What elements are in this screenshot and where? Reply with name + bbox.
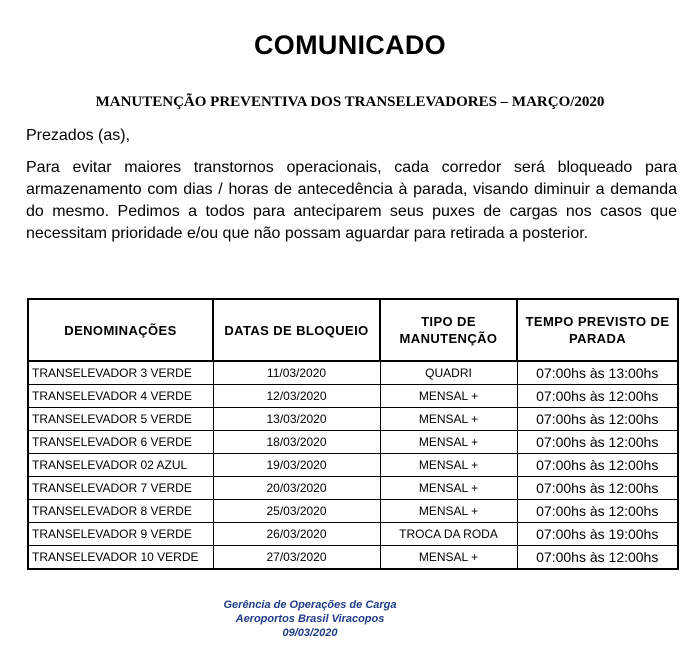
signature-block — [180, 598, 440, 640]
cell-denominacao: TRANSELEVADOR 5 VERDE — [28, 408, 213, 431]
table-row — [28, 500, 678, 523]
cell-denominacao: TRANSELEVADOR 9 VERDE — [28, 523, 213, 546]
cell-tempo: 07:00hs às 12:00hs — [517, 454, 678, 477]
cell-tempo: 07:00hs às 12:00hs — [517, 408, 678, 431]
table-row — [28, 385, 678, 408]
cell-tempo: 07:00hs às 12:00hs — [517, 500, 678, 523]
signature-department: Gerência de Operações de Carga — [223, 599, 397, 611]
table-row — [28, 523, 678, 546]
page-title: COMUNICADO — [254, 30, 446, 60]
cell-data: 19/03/2020 — [213, 454, 380, 477]
signature-company: Aeroportos Brasil Viracopos — [235, 613, 385, 625]
cell-tipo: MENSAL + — [380, 500, 517, 523]
cell-tipo: MENSAL + — [380, 385, 517, 408]
document-subtitle: MANUTENÇÃO PREVENTIVA DOS TRANSELEVADORES – MARÇO/2020 — [95, 94, 605, 110]
table-row — [28, 361, 678, 385]
cell-tempo: 07:00hs às 12:00hs — [517, 546, 678, 570]
cell-denominacao: TRANSELEVADOR 7 VERDE — [28, 477, 213, 500]
table-header-row — [28, 299, 678, 361]
header-tipo-manutencao: TIPO DE MANUTENÇÃO — [380, 299, 517, 361]
cell-denominacao: TRANSELEVADOR 4 VERDE — [28, 385, 213, 408]
header-denominacoes: DENOMINAÇÕES — [28, 299, 213, 361]
header-datas-bloqueio: DATAS DE BLOQUEIO — [213, 299, 380, 361]
cell-tempo: 07:00hs às 19:00hs — [517, 523, 678, 546]
cell-data: 20/03/2020 — [213, 477, 380, 500]
cell-tempo: 07:00hs às 12:00hs — [517, 477, 678, 500]
greeting-text: Prezados (as), — [26, 127, 131, 144]
maintenance-table — [27, 298, 679, 570]
cell-denominacao: TRANSELEVADOR 3 VERDE — [28, 361, 213, 385]
cell-data: 12/03/2020 — [213, 385, 380, 408]
cell-denominacao: TRANSELEVADOR 6 VERDE — [28, 431, 213, 454]
cell-data: 25/03/2020 — [213, 500, 380, 523]
cell-tipo: MENSAL + — [380, 431, 517, 454]
table-row — [28, 454, 678, 477]
body-paragraph: Para evitar maiores transtornos operacionais, cada corredor será bloqueado para armazenamento com dias / horas de antecedência à parada, visando diminuir a demanda do mesmo. Pedimos a todos para anteciparem seus puxes de cargas nos casos que necessitam prioridade e/ou que não possam aguardar para retirada a posterior. — [26, 159, 677, 242]
table-row — [28, 477, 678, 500]
cell-tempo: 07:00hs às 12:00hs — [517, 431, 678, 454]
cell-tipo: MENSAL + — [380, 477, 517, 500]
table-row — [28, 546, 678, 570]
table-row — [28, 431, 678, 454]
cell-tempo: 07:00hs às 13:00hs — [517, 361, 678, 385]
cell-tipo: MENSAL + — [380, 454, 517, 477]
cell-denominacao: TRANSELEVADOR 10 VERDE — [28, 546, 213, 570]
cell-tipo: TROCA DA RODA — [380, 523, 517, 546]
cell-tipo: QUADRI — [380, 361, 517, 385]
cell-data: 11/03/2020 — [213, 361, 380, 385]
cell-data: 13/03/2020 — [213, 408, 380, 431]
table-row — [28, 408, 678, 431]
cell-tempo: 07:00hs às 12:00hs — [517, 385, 678, 408]
cell-data: 18/03/2020 — [213, 431, 380, 454]
cell-tipo: MENSAL + — [380, 408, 517, 431]
cell-data: 27/03/2020 — [213, 546, 380, 570]
header-tempo-parada: TEMPO PREVISTO DE PARADA — [517, 299, 678, 361]
cell-denominacao: TRANSELEVADOR 8 VERDE — [28, 500, 213, 523]
cell-tipo: MENSAL + — [380, 546, 517, 570]
signature-date: 09/03/2020 — [282, 627, 338, 639]
cell-data: 26/03/2020 — [213, 523, 380, 546]
cell-denominacao: TRANSELEVADOR 02 AZUL — [28, 454, 213, 477]
